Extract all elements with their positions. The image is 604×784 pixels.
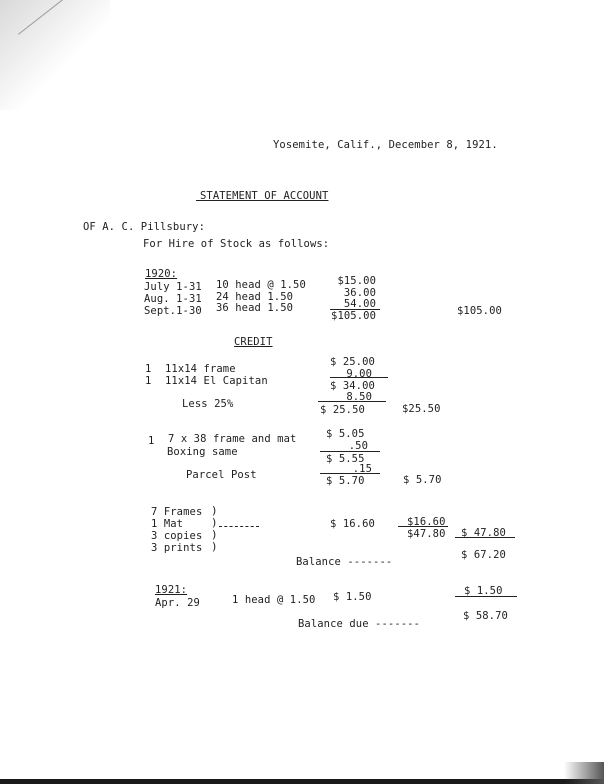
second-amount-far: $ 1.50 (464, 585, 503, 597)
group-brace-3: ) (211, 528, 218, 541)
group-line-2: 1 Mat (151, 518, 184, 530)
hire-head-2: 24 head 1.50 (216, 291, 294, 303)
second-desc: 1 head @ 1.50 (232, 594, 316, 606)
less-label: Less 25% (182, 398, 234, 410)
group-amount-right: $16.60 (407, 516, 446, 528)
credit-net2-right: $ 5.70 (403, 474, 442, 486)
credit-net1-right: $25.50 (402, 403, 441, 415)
credit-item3-amt: $ 5.05 (326, 428, 365, 440)
second-far-rule (455, 596, 517, 597)
credit-total-far-rule (455, 537, 515, 538)
hire-amount-2: 36.00 (343, 287, 376, 299)
title-underline (196, 200, 324, 201)
less-amount: 8.50 (346, 391, 372, 403)
balance-amount: $ 67.20 (461, 549, 506, 561)
group-line-3: 3 copies (151, 530, 203, 542)
hire-total-right: $105.00 (457, 305, 502, 317)
credit-item2-desc: 11x14 El Capitan (165, 375, 268, 387)
credit-sub2-rule (320, 451, 380, 452)
group-amount: $ 16.60 (330, 518, 375, 530)
credit-item2-amt: 9.00 (346, 368, 372, 380)
hire-amount-3: 54.00 (343, 298, 376, 310)
hire-head-1: 10 head @ 1.50 (216, 279, 306, 291)
second-date: Apr. 29 (155, 597, 200, 609)
credit-item2-qty: 1 (145, 375, 152, 387)
credit-subtotal2: $ 5.55 (326, 453, 365, 465)
group-brace-4: ) (211, 540, 218, 553)
hire-period-3: Sept.1-30 (144, 305, 202, 317)
credit-subtotal1: $ 34.00 (330, 380, 375, 392)
hire-total: $105.00 (331, 310, 376, 322)
credit-net1-rule (318, 401, 386, 402)
credit-item1-desc: 11x14 frame (165, 363, 236, 375)
group-brace-1: ) (211, 504, 218, 517)
credit-total-rule (398, 526, 448, 527)
balance-label: Balance ------- (296, 556, 393, 568)
scan-shadow-corner (0, 0, 110, 110)
group-line-1: 7 Frames (151, 506, 203, 518)
account-line: OF A. C. Pillsbury: (83, 221, 206, 233)
hire-year: 1920: (145, 268, 178, 280)
group-brace-2: ) (211, 516, 218, 529)
balance-due-label: Balance due ------- (298, 618, 421, 630)
hire-amount-1: $15.00 (337, 275, 376, 287)
credit-sub1-rule (330, 377, 388, 378)
credit-net2: $ 5.70 (326, 475, 365, 487)
credit-item1-qty: 1 (145, 363, 152, 375)
boxing-amount: .50 (348, 440, 368, 452)
statement-title: STATEMENT OF ACCOUNT (200, 190, 329, 202)
hire-intro: For Hire of Stock as follows: (143, 238, 330, 250)
group-line-4: 3 prints (151, 542, 203, 554)
credit-total-far: $ 47.80 (461, 527, 506, 539)
credit-net1: $ 25.50 (320, 404, 365, 416)
credit-net2-rule (320, 473, 380, 474)
hire-head-3: 36 head 1.50 (216, 302, 294, 314)
parcel-label: Parcel Post (186, 469, 257, 481)
place-date: Yosemite, Calif., December 8, 1921. (273, 139, 498, 151)
hire-period-1: July 1-31 (144, 281, 202, 293)
credit-item3-qty: 1 (148, 435, 155, 447)
hire-period-2: Aug. 1-31 (144, 293, 202, 305)
second-amount: $ 1.50 (333, 591, 372, 603)
second-year: 1921: (155, 584, 188, 596)
balance-due-amount: $ 58.70 (463, 610, 508, 622)
credit-heading: CREDIT (234, 336, 273, 348)
credit-total: $47.80 (407, 528, 446, 540)
scan-bottom-edge (0, 779, 604, 784)
boxing-label: Boxing same (167, 446, 238, 458)
scan-bottom-shadow (564, 762, 604, 784)
group-leader (219, 526, 259, 527)
credit-item3-desc: 7 x 38 frame and mat (168, 433, 297, 445)
credit-item1-amt: $ 25.00 (330, 356, 375, 368)
parcel-amount: .15 (352, 463, 372, 475)
